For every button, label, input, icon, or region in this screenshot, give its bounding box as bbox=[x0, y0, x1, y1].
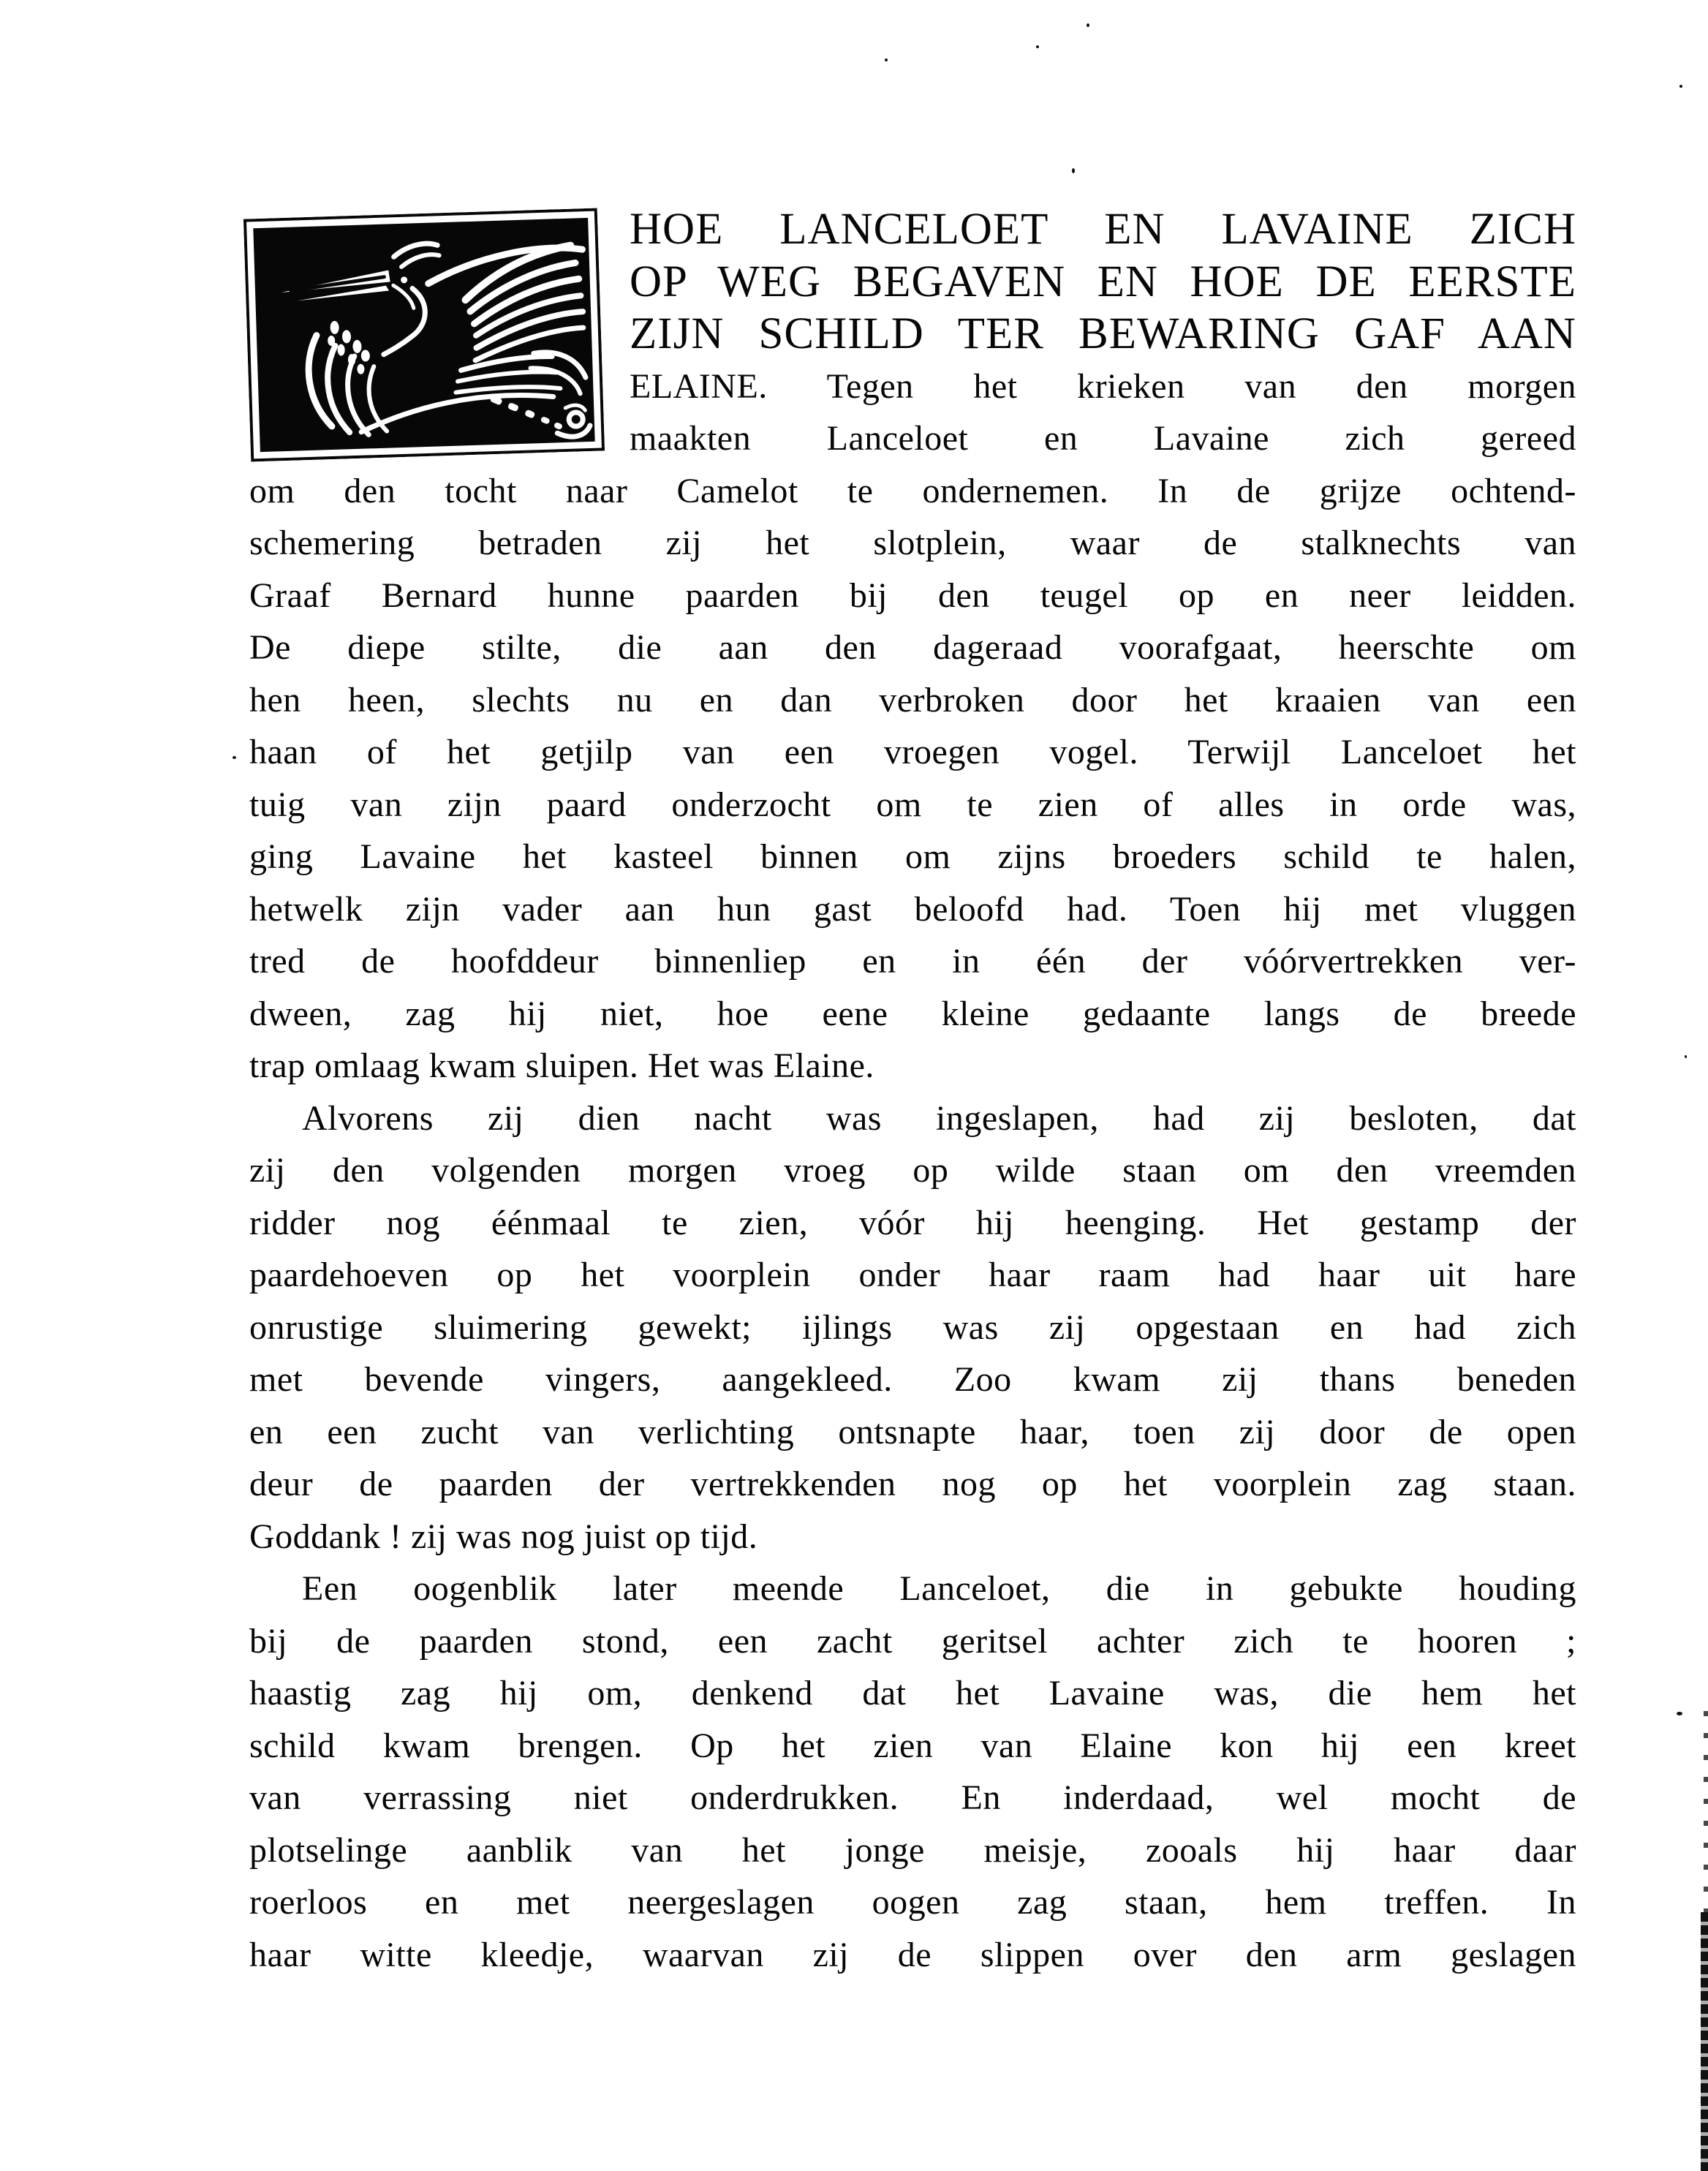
body-text-line: deur de paarden der vertrekkenden nog op het voorplein zag staan. bbox=[249, 1465, 1576, 1503]
body-text-line: Graaf Bernard hunne paarden bij den teugel op en neer leidden. bbox=[249, 575, 1576, 615]
body-text-line: roerloos en met neergeslagen oogen zag staan, hem treffen. In bbox=[249, 1883, 1576, 1922]
body-text-line: tred de hoofddeur binnenliep en in één der vóórvertrekken ver- bbox=[249, 942, 1576, 981]
scan-speck bbox=[1072, 168, 1075, 173]
body-text-line: zij den volgenden morgen vroeg op wilde staan om den vreemden bbox=[249, 1151, 1576, 1190]
body-text-line: haar witte kleedje, waarvan zij de slippen over den arm geslagen bbox=[249, 1935, 1576, 1974]
scan-speck bbox=[1087, 23, 1089, 27]
body-text-line: haastig zag hij om, denkend dat het Lavaine was, die hem het bbox=[249, 1674, 1576, 1713]
scan-speck bbox=[1679, 85, 1682, 88]
page-edge-scan-artifact bbox=[1701, 1912, 1708, 2171]
body-text-line: dween, zag hij niet, hoe eene kleine gedaante langs de breede bbox=[249, 994, 1576, 1033]
scan-speck bbox=[885, 58, 888, 61]
body-text-line: onrustige sluimering gewekt; ijlings was zij opgestaan en had zich bbox=[249, 1307, 1576, 1347]
body-text-line: ELAINE. Tegen het krieken van den morgen bbox=[630, 366, 1576, 406]
scan-speck bbox=[1036, 45, 1039, 48]
body-text-line: hen heen, slechts nu en dan verbroken door het kraaien van een bbox=[249, 680, 1576, 720]
scan-speck bbox=[1677, 1712, 1682, 1715]
scan-speck bbox=[1685, 1055, 1687, 1058]
body-text-line: De diepe stilte, die aan den dageraad voorafgaat, heerschte om bbox=[249, 628, 1576, 667]
body-text-line: haan of het getjilp van een vroegen vogel. Terwijl Lanceloet het bbox=[249, 733, 1576, 771]
body-text-line: tuig van zijn paard onderzocht om te zien of alles in orde was, bbox=[249, 785, 1576, 824]
body-text-line: plotselinge aanblik van het jonge meisje, zooals hij haar daar bbox=[249, 1830, 1576, 1870]
chapter-heading-line: HOE LANCELOET EN LAVAINE ZICH bbox=[630, 205, 1576, 254]
body-text-line: schild kwam brengen. Op het zien van Elaine kon hij een kreet bbox=[249, 1726, 1576, 1765]
body-text-line: met bevende vingers, aangekleed. Zoo kwam zij thans beneden bbox=[249, 1360, 1576, 1399]
body-text-line: Een oogenblik later meende Lanceloet, die in gebukte houding bbox=[302, 1569, 1576, 1608]
body-text-line: Alvorens zij dien nacht was ingeslapen, had zij besloten, dat bbox=[302, 1098, 1576, 1138]
body-text-line: van verrassing niet onderdrukken. En inderdaad, wel mocht de bbox=[249, 1778, 1576, 1817]
body-text-line: ridder nog éénmaal te zien, vóór hij heenging. Het gestamp der bbox=[249, 1203, 1576, 1242]
body-text-line: paardehoeven op het voorplein onder haar raam had haar uit hare bbox=[249, 1256, 1576, 1294]
body-text-line: schemering betraden zij het slotplein, waar de stalknechts van bbox=[249, 524, 1576, 562]
body-text-line: hetwelk zijn vader aan hun gast beloofd had. Toen hij met vluggen bbox=[249, 889, 1576, 929]
text-block bbox=[249, 203, 1576, 1981]
page-edge-scan-artifact bbox=[1704, 1711, 1708, 1912]
body-text-line: trap omlaag kwam sluipen. Het was Elaine. bbox=[249, 1046, 874, 1085]
scan-speck bbox=[233, 756, 236, 759]
chapter-heading-line: OP WEG BEGAVEN EN HOE DE EERSTE bbox=[630, 257, 1576, 306]
body-text-line: om den tocht naar Camelot te ondernemen. In de grijze ochtend- bbox=[249, 471, 1576, 510]
body-text-line: maakten Lanceloet en Lavaine zich gereed bbox=[630, 419, 1576, 458]
body-text-line: Goddank ! zij was nog juist op tijd. bbox=[249, 1517, 758, 1556]
body-text-line: en een zucht van verlichting ontsnapte haar, toen zij door de open bbox=[249, 1412, 1576, 1451]
chapter-heading-line: ZIJN SCHILD TER BEWARING GAF AAN bbox=[630, 309, 1576, 358]
body-text-line: ging Lavaine het kasteel binnen om zijns broeders schild te halen, bbox=[249, 837, 1576, 876]
body-text-line: bij de paarden stond, een zacht geritsel achter zich te hooren ; bbox=[249, 1621, 1576, 1661]
